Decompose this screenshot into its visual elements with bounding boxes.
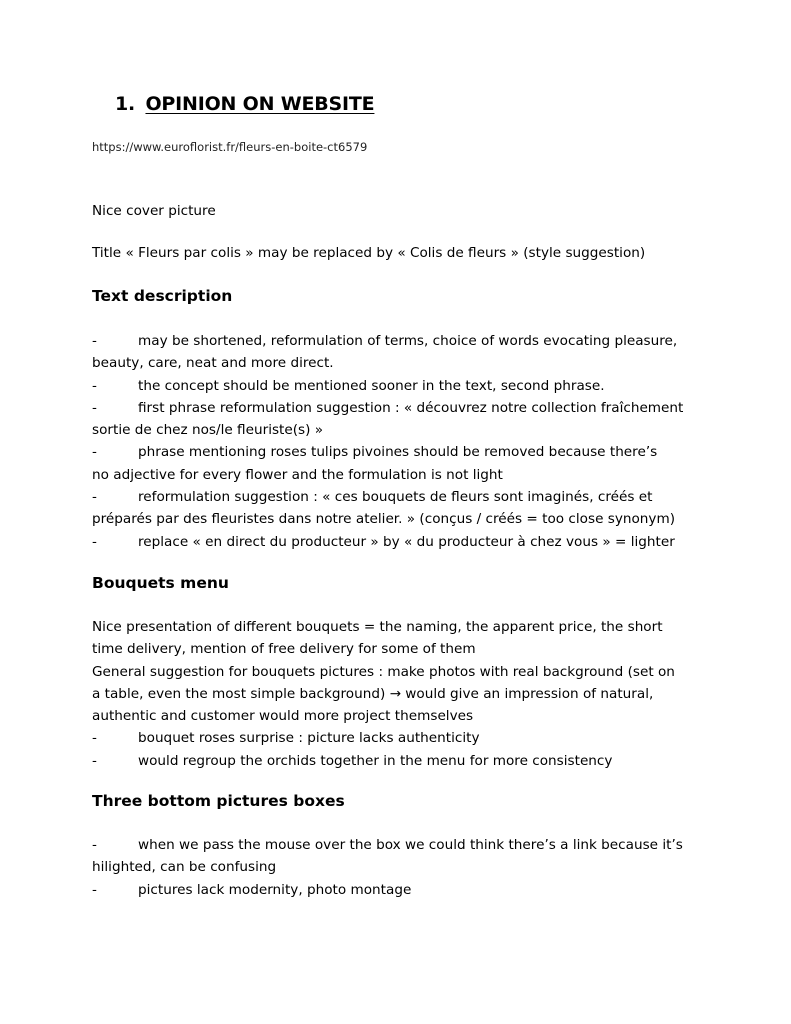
document-heading: [115, 93, 374, 115]
text-line: - pictures lack modernity, photo montage: [92, 879, 712, 901]
text-line: - would regroup the orchids together in the menu for more consistency: [92, 750, 712, 772]
heading-number: 1.: [115, 93, 136, 115]
text-line: - may be shortened, reformulation of terms, choice of words evocating pleasure,: [92, 330, 712, 352]
text-line: - phrase mentioning roses tulips pivoines should be removed because there’s: [92, 441, 712, 463]
bullet-dash: -: [92, 730, 97, 747]
text-line: sortie de chez nos/le fleuriste(s) »: [92, 422, 324, 439]
bullet-dash: -: [92, 752, 97, 769]
bullet-dash: -: [92, 333, 97, 349]
text-line: beauty, care, neat and more direct.: [92, 355, 334, 372]
text-line: - reformulation suggestion : « ces bouquets de fleurs sont imaginés, créés et: [92, 486, 712, 508]
text-description-body: [92, 330, 712, 553]
three-bottom-body: [92, 834, 712, 901]
bullet-dash: -: [92, 881, 97, 898]
section-title-text-description: Text description: [92, 287, 233, 305]
text-line: time delivery, mention of free delivery for some of them: [92, 641, 476, 658]
bullet-dash: -: [92, 399, 97, 416]
text-line: préparés par des fleuristes dans notre atelier. » (conçus / créés = too close synonym): [92, 511, 676, 528]
text-line: a table, even the most simple background) → would give an impression of natural,: [92, 685, 654, 702]
text-line: no adjective for every flower and the formulation is not light: [92, 466, 503, 483]
text-line: - the concept should be mentioned sooner in the text, second phrase.: [92, 375, 712, 397]
text-line: authentic and customer would more project themselves: [92, 708, 474, 725]
text-line: - first phrase reformulation suggestion : « découvrez notre collection fraîchement: [92, 397, 712, 419]
bullet-dash: -: [92, 837, 97, 853]
intro-line-cover: Nice cover picture: [92, 203, 216, 219]
bullet-dash: -: [92, 377, 97, 394]
website-url: https://www.euroflorist.fr/fleurs-en-boite-ct6579: [92, 140, 368, 154]
section-title-three-bottom: Three bottom pictures boxes: [92, 792, 345, 810]
section-title-bouquets-menu: Bouquets menu: [92, 574, 229, 592]
text-line: Nice presentation of different bouquets = the naming, the apparent price, the short: [92, 619, 663, 635]
heading-title: OPINION ON WEBSITE: [145, 93, 375, 115]
bouquets-menu-body: [92, 616, 712, 772]
text-line: - bouquet roses surprise : picture lacks authenticity: [92, 727, 712, 749]
bullet-dash: -: [92, 444, 97, 461]
text-line: - replace « en direct du producteur » by « du producteur à chez vous » = lighter: [92, 531, 712, 553]
text-line: hilighted, can be confusing: [92, 859, 277, 876]
bullet-dash: -: [92, 489, 97, 506]
text-line: General suggestion for bouquets pictures : make photos with real background (set on: [92, 663, 675, 680]
intro-line-title: Title « Fleurs par colis » may be replaced by « Colis de fleurs » (style suggestion): [92, 245, 646, 261]
bullet-dash: -: [92, 533, 97, 550]
text-line: - when we pass the mouse over the box we could think there’s a link because it’s: [92, 834, 712, 856]
